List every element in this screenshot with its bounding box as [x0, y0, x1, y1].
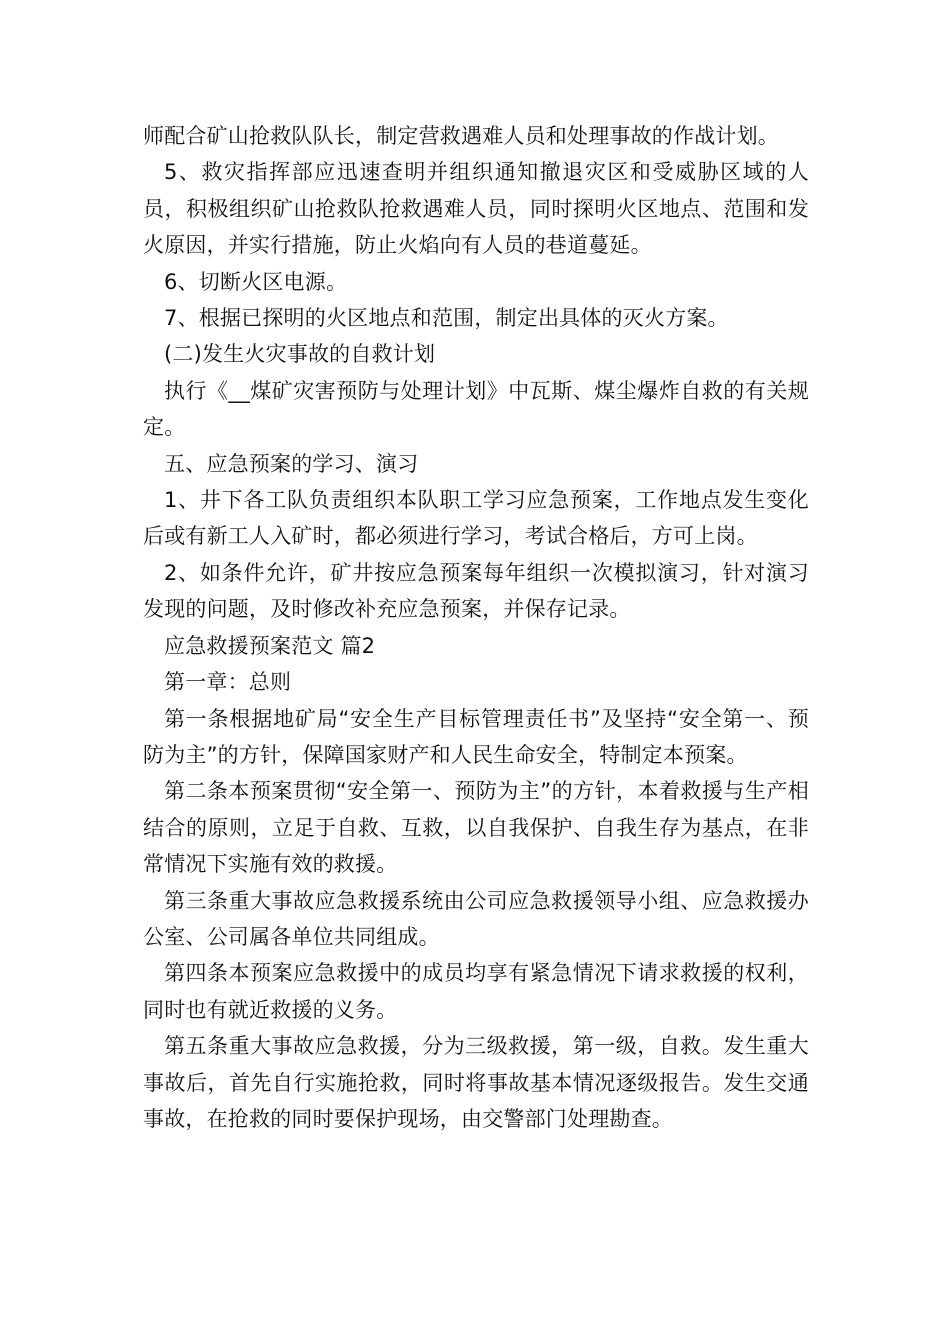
article-4: 第四条本预案应急救援中的成员均享有紧急情况下请求救援的权利，同时也有就近救援的义务。: [143, 961, 809, 1022]
paragraph-self-rescue: 执行《__煤矿灾害预防与处理计划》中瓦斯、煤尘爆炸自救的有关规定。: [143, 378, 809, 440]
document-title-part-2: 应急救援预案范文 篇2: [164, 633, 376, 658]
article-2: 第二条本预案贯彻“安全第一、预防为主”的方针，本着救援与生产相结合的原则，立足于自救、互救，以自我保护、自我生存为基点，在非常情况下实施有效的救援。: [143, 779, 809, 877]
article-1: 第一条根据地矿局“安全生产目标管理责任书”及坚持“安全第一、预防为主”的方针，保障国家财产和人民生命安全，特制定本预案。: [143, 706, 809, 767]
paragraph-item-6: 6、切断火区电源。: [164, 269, 348, 294]
article-3: 第三条重大事故应急救援系统由公司应急救援领导小组、应急救援办公室、公司属各单位共同组成。: [143, 888, 809, 949]
document-body: [143, 118, 809, 1137]
article-5: 第五条重大事故应急救援，分为三级救援，第一级，自救。发生重大事故后，首先自行实施抢救，同时将事故基本情况逐级报告。发生交通事故，在抢救的同时要保护现场，由交警部门处理勘查。: [143, 1034, 809, 1131]
paragraph-item-7: 7、根据已探明的火区地点和范围，制定出具体的灭火方案。: [164, 306, 729, 331]
paragraph-continuation: 师配合矿山抢救队队长，制定营救遇难人员和处理事故的作战计划。: [143, 124, 779, 148]
paragraph-training-2: 2、如条件允许，矿井按应急预案每年组织一次模拟演习，针对演习发现的问题，及时修改补充应急预案，并保存记录。: [143, 560, 809, 622]
paragraph-item-5: 5、救灾指挥部应迅速查明并组织通知撤退灾区和受威胁区域的人员，积极组织矿山抢救队抢救遇难人员，同时探明火区地点、范围和发火原因，并实行措施，防止火焰向有人员的巷道蔓延。: [143, 160, 809, 258]
chapter-heading: 第一章：总则: [164, 670, 292, 695]
paragraph-training-1: 1、井下各工队负责组织本队职工学习应急预案，工作地点发生变化后或有新工人入矿时，都必须进行学习，考试合格后，方可上岗。: [143, 488, 809, 549]
section-heading-training: 五、应急预案的学习、演习: [164, 451, 419, 476]
section-heading-self-rescue: (二)发生火灾事故的自救计划: [164, 342, 436, 367]
